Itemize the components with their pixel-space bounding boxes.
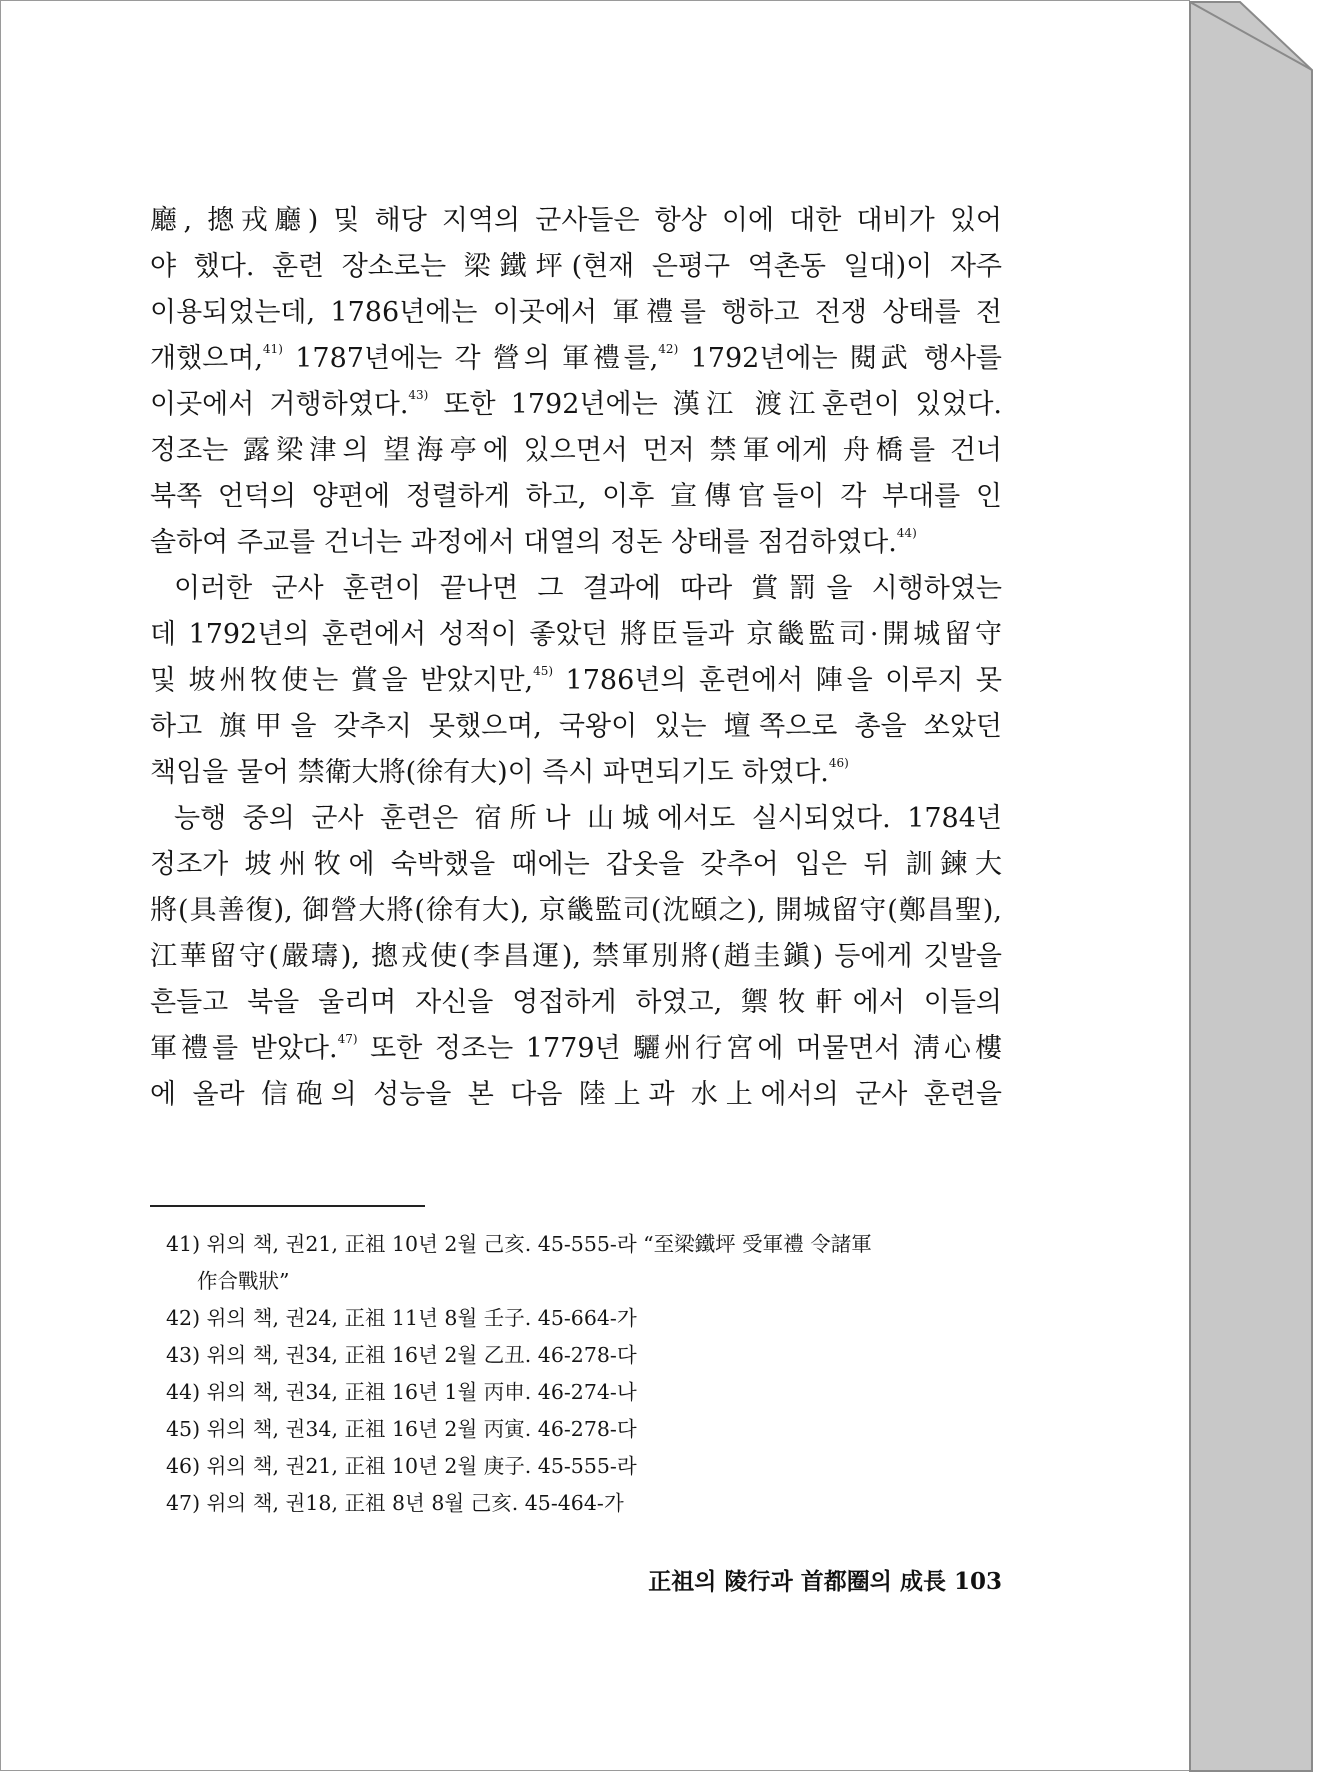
- running-head: [600, 1563, 1002, 1596]
- body-line: 데 1792년의 훈련에서 성적이 좋았던 將臣들과 京畿監司·開城留守: [150, 619, 1002, 650]
- body-line: 솔하여 주교를 건너는 과정에서 대열의 정돈 상태를 점검하였다.$^{44)}$: [150, 526, 917, 558]
- footnote-ref-47: 47): [337, 1032, 358, 1046]
- body-line: 정조는 露梁津의 望海亭에 있으면서 먼저 禁軍에게 舟橋를 건너: [150, 435, 1002, 466]
- footnote-43: 43) 위의 책, 권34, 正祖 16년 2월 乙丑. 46-278-다: [166, 1343, 637, 1367]
- body-line: 능행 중의 군사 훈련은 宿所나 山城에서도 실시되었다. 1784년: [174, 803, 1002, 834]
- body-line: 흔들고 북을 울리며 자신을 영접하게 하였고, 禦牧軒에서 이들의: [150, 987, 1002, 1018]
- body-line: 정조가 坡州牧에 숙박했을 때에는 갑옷을 갖추어 입은 뒤 訓鍊大: [150, 849, 1002, 880]
- footnote-ref-46: 46): [828, 756, 849, 770]
- body-line: 이러한 군사 훈련이 끝나면 그 결과에 따라 賞罰을 시행하였는: [174, 573, 1002, 604]
- body-line: 廳, 摠戎廳) 및 해당 지역의 군사들은 항상 이에 대한 대비가 있어: [150, 205, 1002, 236]
- body-line: 개했으며,$^{41)}$ 1787년에는 각 營의 軍禮를,$^{42)}$ 1792년에는 閱武 행사를: [150, 342, 1002, 374]
- page-number: 103: [953, 1568, 1002, 1595]
- footnote-47: 47) 위의 책, 권18, 正祖 8년 8월 己亥. 45-464-가: [166, 1491, 624, 1515]
- footnote-42: 42) 위의 책, 권24, 正祖 11년 8월 壬子. 45-664-가: [166, 1306, 637, 1330]
- footnotes: [166, 1226, 1006, 1522]
- body-text: [150, 198, 1002, 1118]
- body-line: 야 했다. 훈련 장소로는 梁鐵坪(현재 은평구 역촌동 일대)이 자주: [150, 251, 1002, 282]
- body-line: 江華留守(嚴璹), 摠戎使(李昌運), 禁軍別將(趙圭鎭) 등에게 깃발을: [150, 941, 1002, 972]
- footnote-44: 44) 위의 책, 권34, 正祖 16년 1월 丙申. 46-274-나: [166, 1380, 637, 1404]
- body-line: 및 坡州牧使는 賞을 받았지만,$^{45)}$ 1786년의 훈련에서 陣을 이루지 못: [150, 664, 1002, 696]
- body-line: 이용되었는데, 1786년에는 이곳에서 軍禮를 행하고 전쟁 상태를 전: [150, 297, 1002, 328]
- body-line: 將(具善復), 御營大將(徐有大), 京畿監司(沈頤之), 開城留守(鄭昌聖),: [150, 895, 1002, 926]
- footnote-41-continuation: 作合戰狀”: [197, 1269, 290, 1293]
- body-line: 이곳에서 거행하였다.$^{43)}$ 또한 1792년에는 漢江 渡江훈련이 있었다.: [150, 388, 1002, 420]
- body-line: 책임을 물어 禁衛大將(徐有大)이 즉시 파면되기도 하였다.$^{46)}$: [150, 756, 849, 788]
- body-line: 軍禮를 받았다.$^{47)}$ 또한 정조는 1779년 驪州行宮에 머물면서 淸心樓: [150, 1032, 1003, 1064]
- footnote-ref-43: 43): [408, 388, 429, 402]
- body-line: 하고 旗甲을 갖추지 못했으며, 국왕이 있는 壇쪽으로 총을 쏘았던: [150, 711, 1002, 742]
- footnote-ref-42: 42): [658, 342, 679, 356]
- footnote-ref-41: 41): [262, 342, 283, 356]
- body-line: 에 올라 信砲의 성능을 본 다음 陸上과 水上에서의 군사 훈련을: [150, 1079, 1002, 1110]
- body-line: 북쪽 언덕의 양편에 정렬하게 하고, 이후 宣傳官들이 각 부대를 인: [150, 481, 1002, 512]
- footnote-divider: [150, 1205, 425, 1207]
- footnote-45: 45) 위의 책, 권34, 正祖 16년 2월 丙寅. 46-278-다: [166, 1417, 637, 1441]
- footnote-ref-44: 44): [896, 526, 917, 540]
- running-head-title: 正祖의 陵行과 首都圈의 成長: [648, 1568, 946, 1595]
- footnote-ref-45: 45): [533, 664, 554, 678]
- footnote-46: 46) 위의 책, 권21, 正祖 10년 2월 庚子. 45-555-라: [166, 1454, 637, 1478]
- footnote-41: 41) 위의 책, 권21, 正祖 10년 2월 己亥. 45-555-라 “至梁鐵坪 受軍禮 令諸軍: [166, 1232, 872, 1256]
